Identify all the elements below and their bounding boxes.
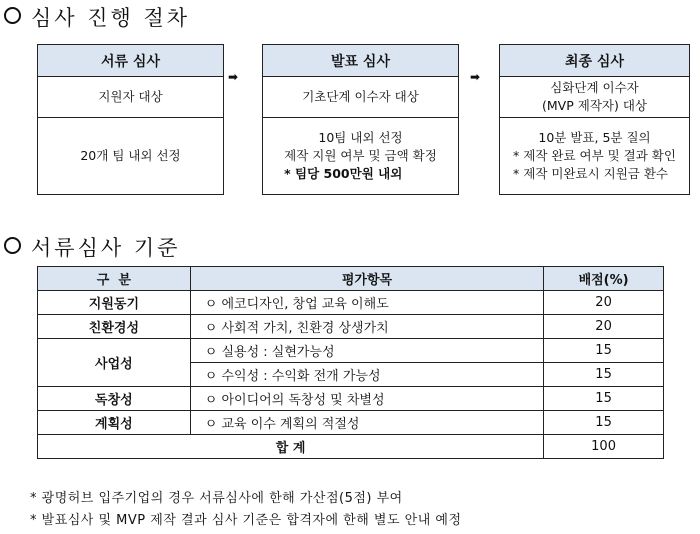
category-cell: 친환경성 [38,315,191,339]
stage-title: 서류 심사 [38,45,223,77]
arrow-right-icon: ➡ [228,70,239,84]
item-cell: ㅇ 수익성 : 수익화 전개 가능성 [190,363,543,387]
category-cell: 독창성 [38,387,191,411]
section-title-criteria [4,232,180,262]
stage-detail-line: 10팀 내외 선정 [318,129,403,145]
stage-detail-line: * 제작 미완료시 지원금 환수 [513,165,669,181]
total-label: 합 계 [38,435,544,459]
footnote: * 광명허브 입주기업의 경우 서류심사에 한해 가산점(5점) 부여 [30,491,403,506]
column-header: 평가항목 [190,267,543,291]
stage-target-line: 심화단계 이수자 [550,80,639,95]
circle-bullet-icon [4,237,21,254]
points-cell: 20 [544,315,664,339]
table-row [38,411,664,435]
total-points: 100 [544,435,664,459]
table-row [38,315,664,339]
stage-detail-line: 10분 발표, 5분 질의 [538,129,651,145]
points-cell: 15 [544,411,664,435]
stage-detail-line: 20개 팀 내외 선정 [80,147,181,163]
stage-target [500,77,689,118]
table-row [38,339,664,363]
stage-detail-line: 제작 지원 여부 및 금액 확정 [284,147,437,163]
item-cell: ㅇ 사회적 가치, 친환경 상생가치 [190,315,543,339]
arrow-right-icon: ➡ [470,70,481,84]
column-header: 배점(%) [544,267,664,291]
stage-detail [500,118,689,193]
stage-target [263,77,458,118]
points-cell: 15 [544,363,664,387]
stage-target-line: 기초단계 이수자 대상 [302,89,419,104]
table-row [38,387,664,411]
stage-target [38,77,223,118]
category-cell: 사업성 [38,339,191,387]
column-header: 구 분 [38,267,191,291]
category-cell: 지원동기 [38,291,191,315]
item-cell: ㅇ 실용성 : 실현가능성 [190,339,543,363]
total-row [38,435,664,459]
stage-detail [38,118,223,193]
item-cell: ㅇ 교육 이수 계획의 적절성 [190,411,543,435]
section-title-process [4,2,190,32]
stage-detail-note: * 팀당 500만원 내외 [284,165,403,181]
section-title-text: 서류심사 기준 [31,236,181,260]
points-cell: 15 [544,339,664,363]
stage-detail [263,118,458,193]
category-cell: 계획성 [38,411,191,435]
item-cell: ㅇ 에코디자인, 창업 교육 이해도 [190,291,543,315]
stage-title: 최종 심사 [500,45,689,77]
item-cell: ㅇ 아이디어의 독창성 및 차별성 [190,387,543,411]
stage-title: 발표 심사 [263,45,458,77]
table-header-row [38,267,664,291]
circle-bullet-icon [4,7,21,24]
stage-box-presentation [262,44,459,195]
stage-detail-line: * 제작 완료 여부 및 결과 확인 [513,147,676,163]
stage-box-document [37,44,224,195]
points-cell: 20 [544,291,664,315]
stage-target-line: 지원자 대상 [98,89,163,104]
stage-box-final [499,44,690,195]
section-title-text: 심사 진행 절차 [31,6,191,30]
points-cell: 15 [544,387,664,411]
criteria-table [37,266,664,459]
table-row [38,291,664,315]
footnote: * 발표심사 및 MVP 제작 결과 심사 기준은 합격자에 한해 별도 안내 예정 [30,513,462,528]
stage-target-line: (MVP 제작자) 대상 [542,98,647,113]
